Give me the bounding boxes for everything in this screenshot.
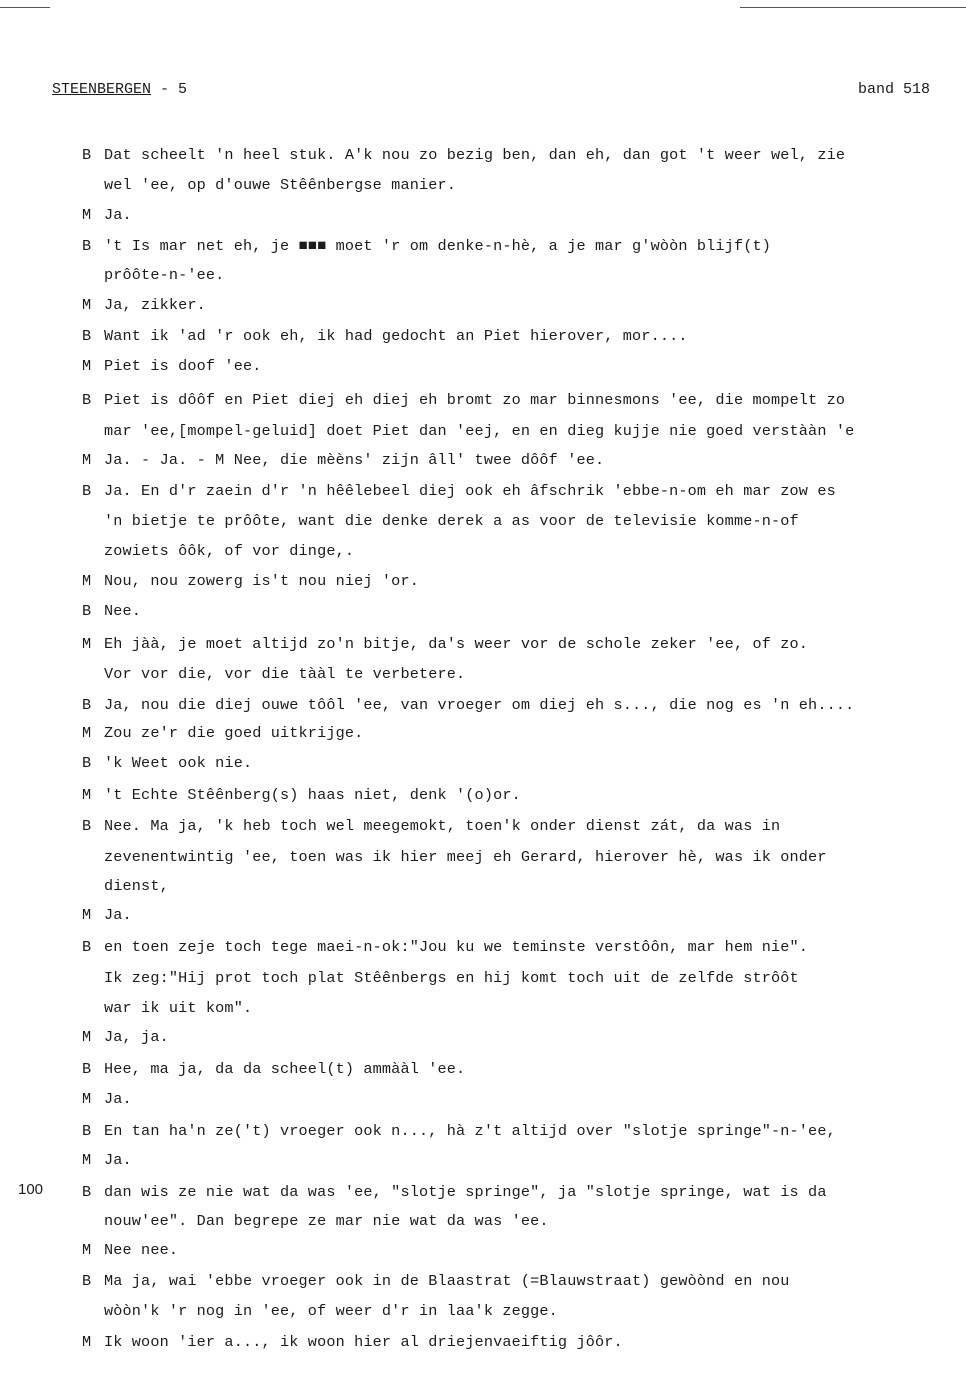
transcript-line: B Hee, ma ja, da da scheel(t) ammààl 'ee. (82, 1060, 466, 1078)
transcript-line: prôôte-n-'ee. (104, 266, 225, 284)
transcript-line: war ik uit kom". (104, 999, 253, 1017)
transcript-line: B 't Is mar net eh, je ■■■ moet 'r om denke-n-hè, a je mar g'wòòn blijf(t) (82, 237, 772, 255)
transcript-line: dienst, (104, 877, 169, 895)
transcript-line: M Ja, zikker. (82, 296, 206, 314)
transcript-line: M Zou ze'r die goed uitkrijge. (82, 724, 364, 742)
line-number-marker: 100 (18, 1181, 44, 1198)
transcript-line: B Ma ja, wai 'ebbe vroeger ook in de Blaastrat (=Blauwstraat) gewòònd en nou (82, 1272, 790, 1290)
transcript-line: M Ja, ja. (82, 1028, 169, 1046)
transcript-line: M Ja. (82, 206, 132, 224)
transcript-line: 'n bietje te prôôte, want die denke derek a as voor de televisie komme-n-of (104, 512, 799, 530)
transcript-line: M Ja. - Ja. - M Nee, die mèèns' zijn âll' twee dôôf 'ee. (82, 451, 605, 469)
transcript-line: zevenentwintig 'ee, toen was ik hier meej eh Gerard, hierover hè, was ik onder (104, 848, 827, 866)
transcript-line: B dan wis ze nie wat da was 'ee, "slotje springe", ja "slotje springe, wat is da (82, 1183, 827, 1201)
transcript-line: B 'k Weet ook nie. (82, 754, 253, 772)
transcript-line: M Ja. (82, 1151, 132, 1169)
transcript-line: Ik zeg:"Hij prot toch plat Stêênbergs en hij komt toch uit de zelfde strôôt (104, 969, 799, 987)
transcript-line: mar 'ee,[mompel-geluid] doet Piet dan 'eej, en en dieg kujje nie goed verstààn 'e (104, 422, 855, 440)
transcript-line: B Ja, nou die diej ouwe tôôl 'ee, van vroeger om diej eh s..., die nog es 'n eh.... (82, 696, 855, 714)
transcript-line: B Nee. Ma ja, 'k heb toch wel meegemokt, toen'k onder dienst zát, da was in (82, 817, 781, 835)
transcript-line: wel 'ee, op d'ouwe Stêênbergse manier. (104, 176, 457, 194)
transcript-line: M Ja. (82, 906, 132, 924)
document-title: STEENBERGEN (52, 81, 152, 98)
top-right-rule (740, 7, 966, 8)
transcript-line: Vor vor die, vor die tààl te verbetere. (104, 665, 466, 683)
transcript-line: M Ik woon 'ier a..., ik woon hier al driejenvaeiftig jôôr. (82, 1333, 623, 1351)
transcript-line: M Ja. (82, 1090, 132, 1108)
transcript-line: nouw'ee". Dan begrepe ze mar nie wat da was 'ee. (104, 1212, 549, 1230)
transcript-line: B en toen zeje toch tege maei-n-ok:"Jou ku we teminste verstôôn, mar hem nie". (82, 938, 809, 956)
transcript-line: B En tan ha'n ze('t) vroeger ook n..., hà z't altijd over "slotje springe"-n-'ee, (82, 1122, 836, 1140)
transcript-line: M Nou, nou zowerg is't nou niej 'or. (82, 572, 419, 590)
transcript-line: B Nee. (82, 602, 142, 620)
transcript-line: M Piet is doof 'ee. (82, 357, 262, 375)
transcript-line: wòòn'k 'r nog in 'ee, of weer d'r in laa'k zegge. (104, 1302, 558, 1320)
transcript-line: B Want ik 'ad 'r ook eh, ik had gedocht an Piet hierover, mor.... (82, 327, 688, 345)
transcript-line: M Eh jàà, je moet altijd zo'n bitje, da's weer vor de schole zeker 'ee, of zo. (82, 635, 809, 653)
transcript-line: M Nee nee. (82, 1241, 179, 1259)
page-number: - 5 (160, 81, 188, 98)
transcript-line: M 't Echte Stêênberg(s) haas niet, denk '(o)or. (82, 786, 521, 804)
page-header (52, 81, 187, 98)
transcript-line: B Piet is dôôf en Piet diej eh diej eh bromt zo mar binnesmons 'ee, die mompelt zo (82, 391, 846, 409)
transcript-line: zowiets ôôk, of vor dinge,. (104, 542, 355, 560)
band-number: band 518 (858, 81, 931, 98)
top-left-rule (0, 7, 50, 8)
transcript-line: B Ja. En d'r zaein d'r 'n hêêlebeel diej ook eh âfschrik 'ebbe-n-om eh mar zow es (82, 482, 836, 500)
transcript-line: B Dat scheelt 'n heel stuk. A'k nou zo bezig ben, dan eh, dan got 't weer wel, zie (82, 146, 846, 164)
